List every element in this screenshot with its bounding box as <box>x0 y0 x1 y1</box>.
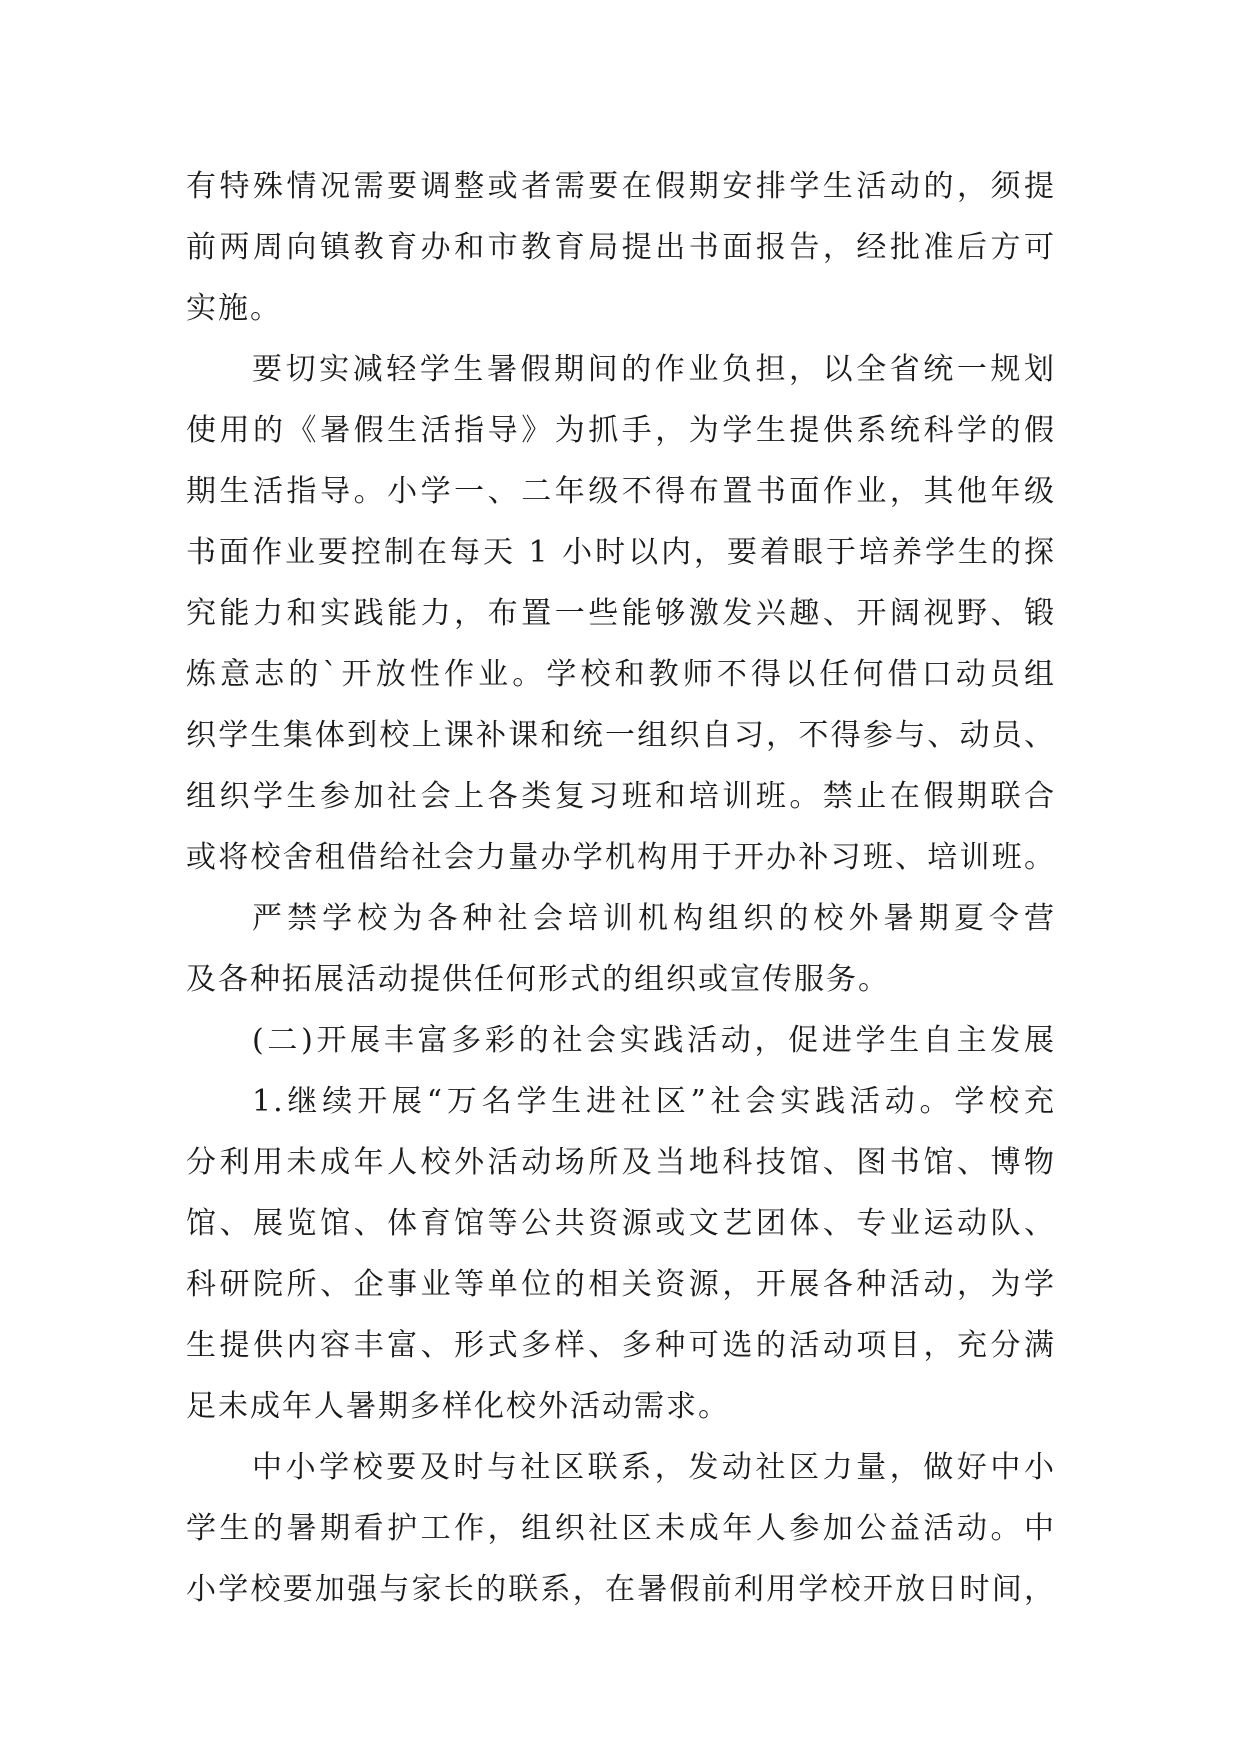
text-line: 织学生集体到校上课补课和统一组织自习，不得参与、动员、 <box>186 718 1056 753</box>
text-line: 前两周向镇教育办和市教育局提出书面报告，经批准后方可 <box>186 230 1056 265</box>
text-line: 科研院所、企事业等单位的相关资源，开展各种活动，为学 <box>186 1267 1056 1302</box>
paragraph-first-line: 要切实减轻学生暑假期间的作业负担，以全省统一规划 <box>252 352 1056 387</box>
text-line: 足未成年人暑期多样化校外活动需求。 <box>186 1389 730 1424</box>
document-body <box>186 156 1056 1620</box>
text-line: 使用的《暑假生活指导》为抓手，为学生提供系统科学的假 <box>186 413 1056 448</box>
text-line: 实施。 <box>186 291 282 326</box>
text-line: 小学校要加强与家长的联系，在暑假前利用学校开放日时间， <box>186 1572 1056 1607</box>
text-line: 及各种拓展活动提供任何形式的组织或宣传服务。 <box>186 962 890 997</box>
section-heading: (二)开展丰富多彩的社会实践活动，促进学生自主发展 <box>252 1023 1056 1058</box>
text-line: 分利用未成年人校外活动场所及当地科技馆、图书馆、博物 <box>186 1145 1056 1180</box>
text-line: 或将校舍租借给社会力量办学机构用于开办补习班、培训班。 <box>186 840 1056 875</box>
paragraph-first-line: 1.继续开展“万名学生进社区”社会实践活动。学校充 <box>252 1084 1056 1119</box>
text-line: 炼意志的`开放性作业。学校和教师不得以任何借口动员组 <box>186 657 1056 692</box>
text-line: 有特殊情况需要调整或者需要在假期安排学生活动的，须提 <box>186 169 1056 204</box>
paragraph-first-line: 严禁学校为各种社会培训机构组织的校外暑期夏令营 <box>252 901 1056 936</box>
text-line: 书面作业要控制在每天 1 小时以内，要着眼于培养学生的探 <box>186 535 1056 570</box>
text-line: 究能力和实践能力，布置一些能够激发兴趣、开阔视野、锻 <box>186 596 1056 631</box>
text-line: 期生活指导。小学一、二年级不得布置书面作业，其他年级 <box>186 474 1056 509</box>
text-line: 学生的暑期看护工作，组织社区未成年人参加公益活动。中 <box>186 1511 1056 1546</box>
text-line: 生提供内容丰富、形式多样、多种可选的活动项目，充分满 <box>186 1328 1056 1363</box>
text-line: 馆、展览馆、体育馆等公共资源或文艺团体、专业运动队、 <box>186 1206 1056 1241</box>
text-line: 组织学生参加社会上各类复习班和培训班。禁止在假期联合 <box>186 779 1056 814</box>
paragraph-first-line: 中小学校要及时与社区联系，发动社区力量，做好中小 <box>252 1450 1056 1485</box>
